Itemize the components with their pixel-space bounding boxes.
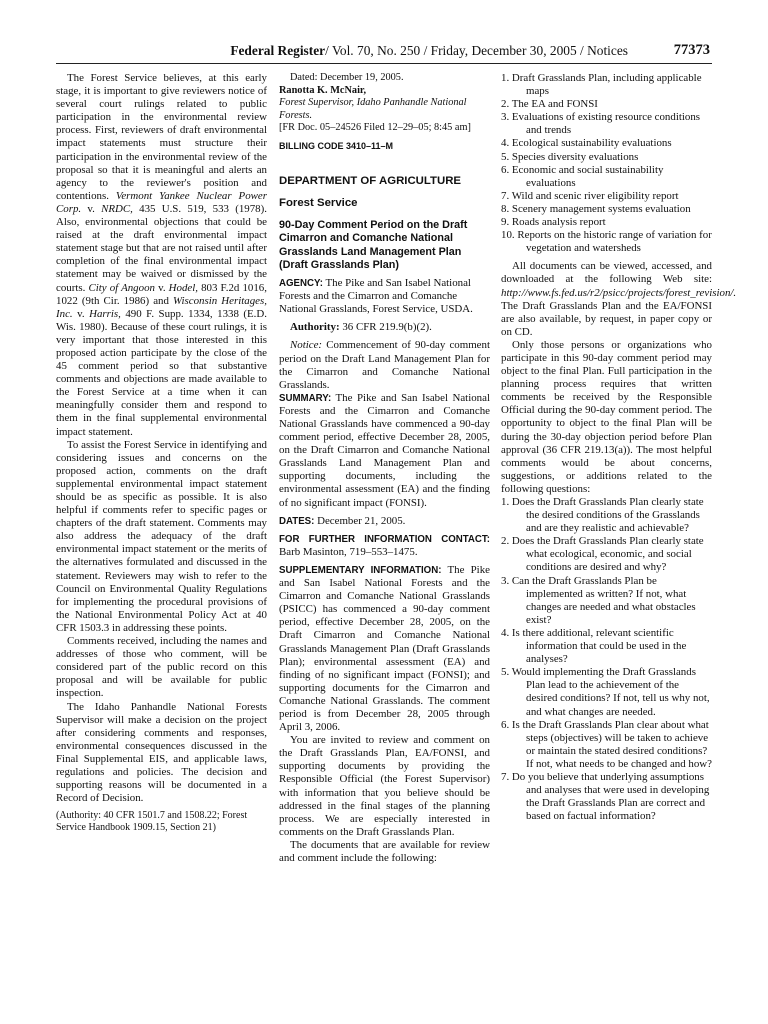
agency-section: AGENCY: The Pike and San Isabel National Forests and the Cimarron and Comanche National Grasslands, Forest Service, USDA. [279, 277, 473, 316]
list-item: 7. Wild and scenic river eligibility report [501, 189, 679, 202]
header-rule [56, 63, 712, 64]
list-item: 4. Is there additional, relevant scientific information that could be used in the analyses? [501, 626, 687, 666]
dates-section: DATES: December 21, 2005. [279, 514, 406, 527]
decision-paragraph: The Idaho Panhandle National Forests Supervisor will make a decision on the project after considering comments and responses, environmental consequences discussed in the Final Supplemental EIS, and applicable laws, regulations and policies. The decision and supporting reasons will be documented in a Record of Decision. [56, 700, 267, 805]
column-2 [279, 72, 490, 865]
publication-name: Federal Register [230, 43, 326, 58]
page-number: 77373 [673, 42, 710, 58]
authority-section: Authority: 36 CFR 219.9(b)(2). [290, 321, 432, 334]
website-url-link[interactable]: http://www.fs.fed.us/r2/psicc/projects/forest_revision/. [501, 286, 737, 299]
agency-label: AGENCY: [279, 278, 323, 290]
summary-label: SUMMARY: [279, 392, 332, 404]
page-header [0, 40, 768, 62]
dated-line: Dated: December 19, 2005. [290, 72, 404, 83]
list-item: 3. Can the Draft Grasslands Plan be implemented as written? If not, what changes are needed and what obstacles exist? [501, 574, 696, 626]
list-item: 3. Evaluations of existing resource conditions and trends [501, 111, 701, 137]
signer-name: Ranotta K. McNair, [279, 84, 367, 96]
contact-label: FOR FURTHER INFORMATION CONTACT: [279, 533, 490, 545]
agency-heading: Forest Service [279, 197, 358, 210]
column-3 [501, 72, 737, 823]
court-rulings-paragraph: The Forest Service believes, at this early stage, it is important to give reviewers notice of several court rulings related to public participation in the environmental review process. First, reviewers of draft environmental impact statements must structure their participation in the environmental review of the proposal so that it is meaningful and alerts an agency to the reviewer's position and contentions. Vermont Yankee Nuclear Power Corp. v. NRDC, 435 U.S. 519, 533 (1978). Also, environmental objections that could be raised at the draft environmental impact statement stage but that are not raised until after completion of the final environmental impact statement may be waived or dismissed by the courts. City of Angoon v. Hodel, 803 F.2d 1016, 1022 (9th Cir. 1986) and Wisconsin Heritages, Inc. v. Harris, 490 F. Supp. 1334, 1338 (E.D. Wis. 1980). Because of these court rulings, it is very important that those interested in this proposed action participate by the close of the 45 comment period so that substantive comments and objections are made available to the Forest Service at a time when it can meaningfully consider them and respond to them in the final supplemental environmental impact statement. [56, 72, 267, 438]
supplementary-label: SUPPLEMENTARY INFORMATION: [279, 564, 442, 576]
list-item: 1. Does the Draft Grasslands Plan clearly state the desired conditions of the Grasslands and are they realistic and achievable? [501, 496, 704, 535]
list-item: 2. The EA and FONSI [501, 98, 598, 111]
objection-paragraph: Only those persons or organizations who participate in this 90-day comment period may object to the final Plan. Full participation in the planning process requires that written comments be received by the Responsible Official during the 90-day comment period. The opportunity to object to the final Plan will be during the 30-day objection period before Plan approval (36 CFR 219.13(a)). The most helpful comments would be about concerns, suggestions, or additions related to the following questions: [501, 338, 712, 495]
list-item: 5. Would implementing the Draft Grasslands Plan lead to the achievement of the desired conditions? If not, tell us why not, and what changes are needed. [501, 666, 710, 718]
list-item: 10. Reports on the historic range of variation for vegetation and watersheds [501, 229, 712, 255]
department-heading: DEPARTMENT OF AGRICULTURE [279, 175, 462, 188]
list-item: 4. Ecological sustainability evaluations [501, 137, 672, 150]
column-1 [56, 72, 267, 835]
dates-label: DATES: [279, 515, 315, 527]
notice-section: Notice: Commencement of 90-day comment period on the Draft Land Management Plan for the Cimarron and Comanche National Grasslands. [279, 339, 490, 391]
authority-note: (Authority: 40 CFR 1501.7 and 1508.22; Forest Service Handbook 1909.15, Section 21) [56, 810, 248, 834]
supplementary-section: SUPPLEMENTARY INFORMATION: The Pike and San Isabel National Forests and the Cimarron and Comanche National Grasslands (PSICC) has commenced a 90-day comment period, effective December 28, 2005, on the Draft Cimarron and Comanche National Grasslands Management Plan (Draft Grasslands Plan); environmental assessment (EA) and finding of no significant impact (FONSI); and supporting documents for the Cimarron and Comanche National Grasslands. The comment period is from December 28, 2005 through April 3, 2006. [279, 563, 490, 734]
summary-section: SUMMARY: The Pike and San Isabel National Forests and the Cimarron and Comanche National Grasslands have commenced a 90-day comment period, effective December 28, 2005, on the Draft Cimarron and Comanche National Grasslands Land Management Plan and supporting documents, including the environmental assessment (EA) and the finding of no significant impact (FONSI). [279, 391, 490, 509]
invitation-paragraph: You are invited to review and comment on the Draft Grasslands Plan, EA/FONSI, and supporting documents by providing the Responsible Official (the Forest Supervisor) with information that you believe should be addressed in the final stages of the planning process. We are especially interested in comments on the Draft Grasslands Plan. [279, 734, 490, 838]
contact-section: FOR FURTHER INFORMATION CONTACT: Barb Masinton, 719–553–1475. [279, 533, 490, 558]
running-head [230, 43, 628, 59]
list-item: 7. Do you believe that underlying assumptions and analyses that were used in developing the Draft Grasslands Plan are correct and based on factual information? [501, 770, 710, 823]
document-title: 90-Day Comment Period on the Draft Cimarron and Comanche National Grasslands Land Management Plan (Draft Grasslands Plan) [279, 219, 468, 271]
questions-list [501, 496, 712, 823]
billing-code: BILLING CODE 3410–11–M [279, 140, 394, 151]
list-item: 9. Roads analysis report [501, 216, 606, 229]
list-item: 6. Is the Draft Grasslands Plan clear about what steps (objectives) will be taken to achieve or maintain the stated desired conditions? If not, what needs to be changed and how? [501, 718, 712, 770]
documents-intro: The documents that are available for review and comment include the following: [279, 838, 490, 864]
list-item: 1. Draft Grasslands Plan, including applicable maps [501, 72, 702, 98]
issue-info: / Vol. 70, No. 250 / Friday, December 30, 2005 / Notices [325, 43, 628, 58]
assist-paragraph: To assist the Forest Service in identifying and considering issues and concerns on the proposed action, comments on the draft supplemental environmental impact statement should be as specific as possible. It is also helpful if comments refer to specific pages or chapters of the draft statement. Comments may also address the adequacy of the draft environmental impact statement or the merits of the alternatives formulated and discussed in the statement. Reviewers may wish to refer to the Council on Environmental Quality Regulations for implementing the procedural provisions of the National Environmental Policy Act at 40 CFR 1503.3 in addressing these points. [56, 438, 267, 634]
signer-title: Forest Supervisor, Idaho Panhandle National Forests. [279, 97, 467, 121]
list-item: 5. Species diversity evaluations [501, 150, 639, 163]
list-item: 6. Economic and social sustainability evaluations [501, 163, 664, 189]
documents-list [501, 72, 712, 255]
list-item: 8. Scenery management systems evaluation [501, 202, 691, 215]
list-item: 2. Does the Draft Grasslands Plan clearly state what ecological, economic, and social conditions are desired and why? [501, 535, 704, 574]
fr-doc-line: [FR Doc. 05–24526 Filed 12–29–05; 8:45 am] [279, 122, 471, 134]
comments-public-paragraph: Comments received, including the names and addresses of those who comment, will be considered part of the public record on this proposal and will be available for public inspection. [56, 635, 267, 700]
website-paragraph: All documents can be viewed, accessed, and downloaded at the following Web site: http://www.fs.fed.us/r2/psicc/projects/forest_revision/. The Draft Grasslands Plan and the EA/FONSI are also available, by request, in paper copy or on CD. [501, 260, 737, 338]
